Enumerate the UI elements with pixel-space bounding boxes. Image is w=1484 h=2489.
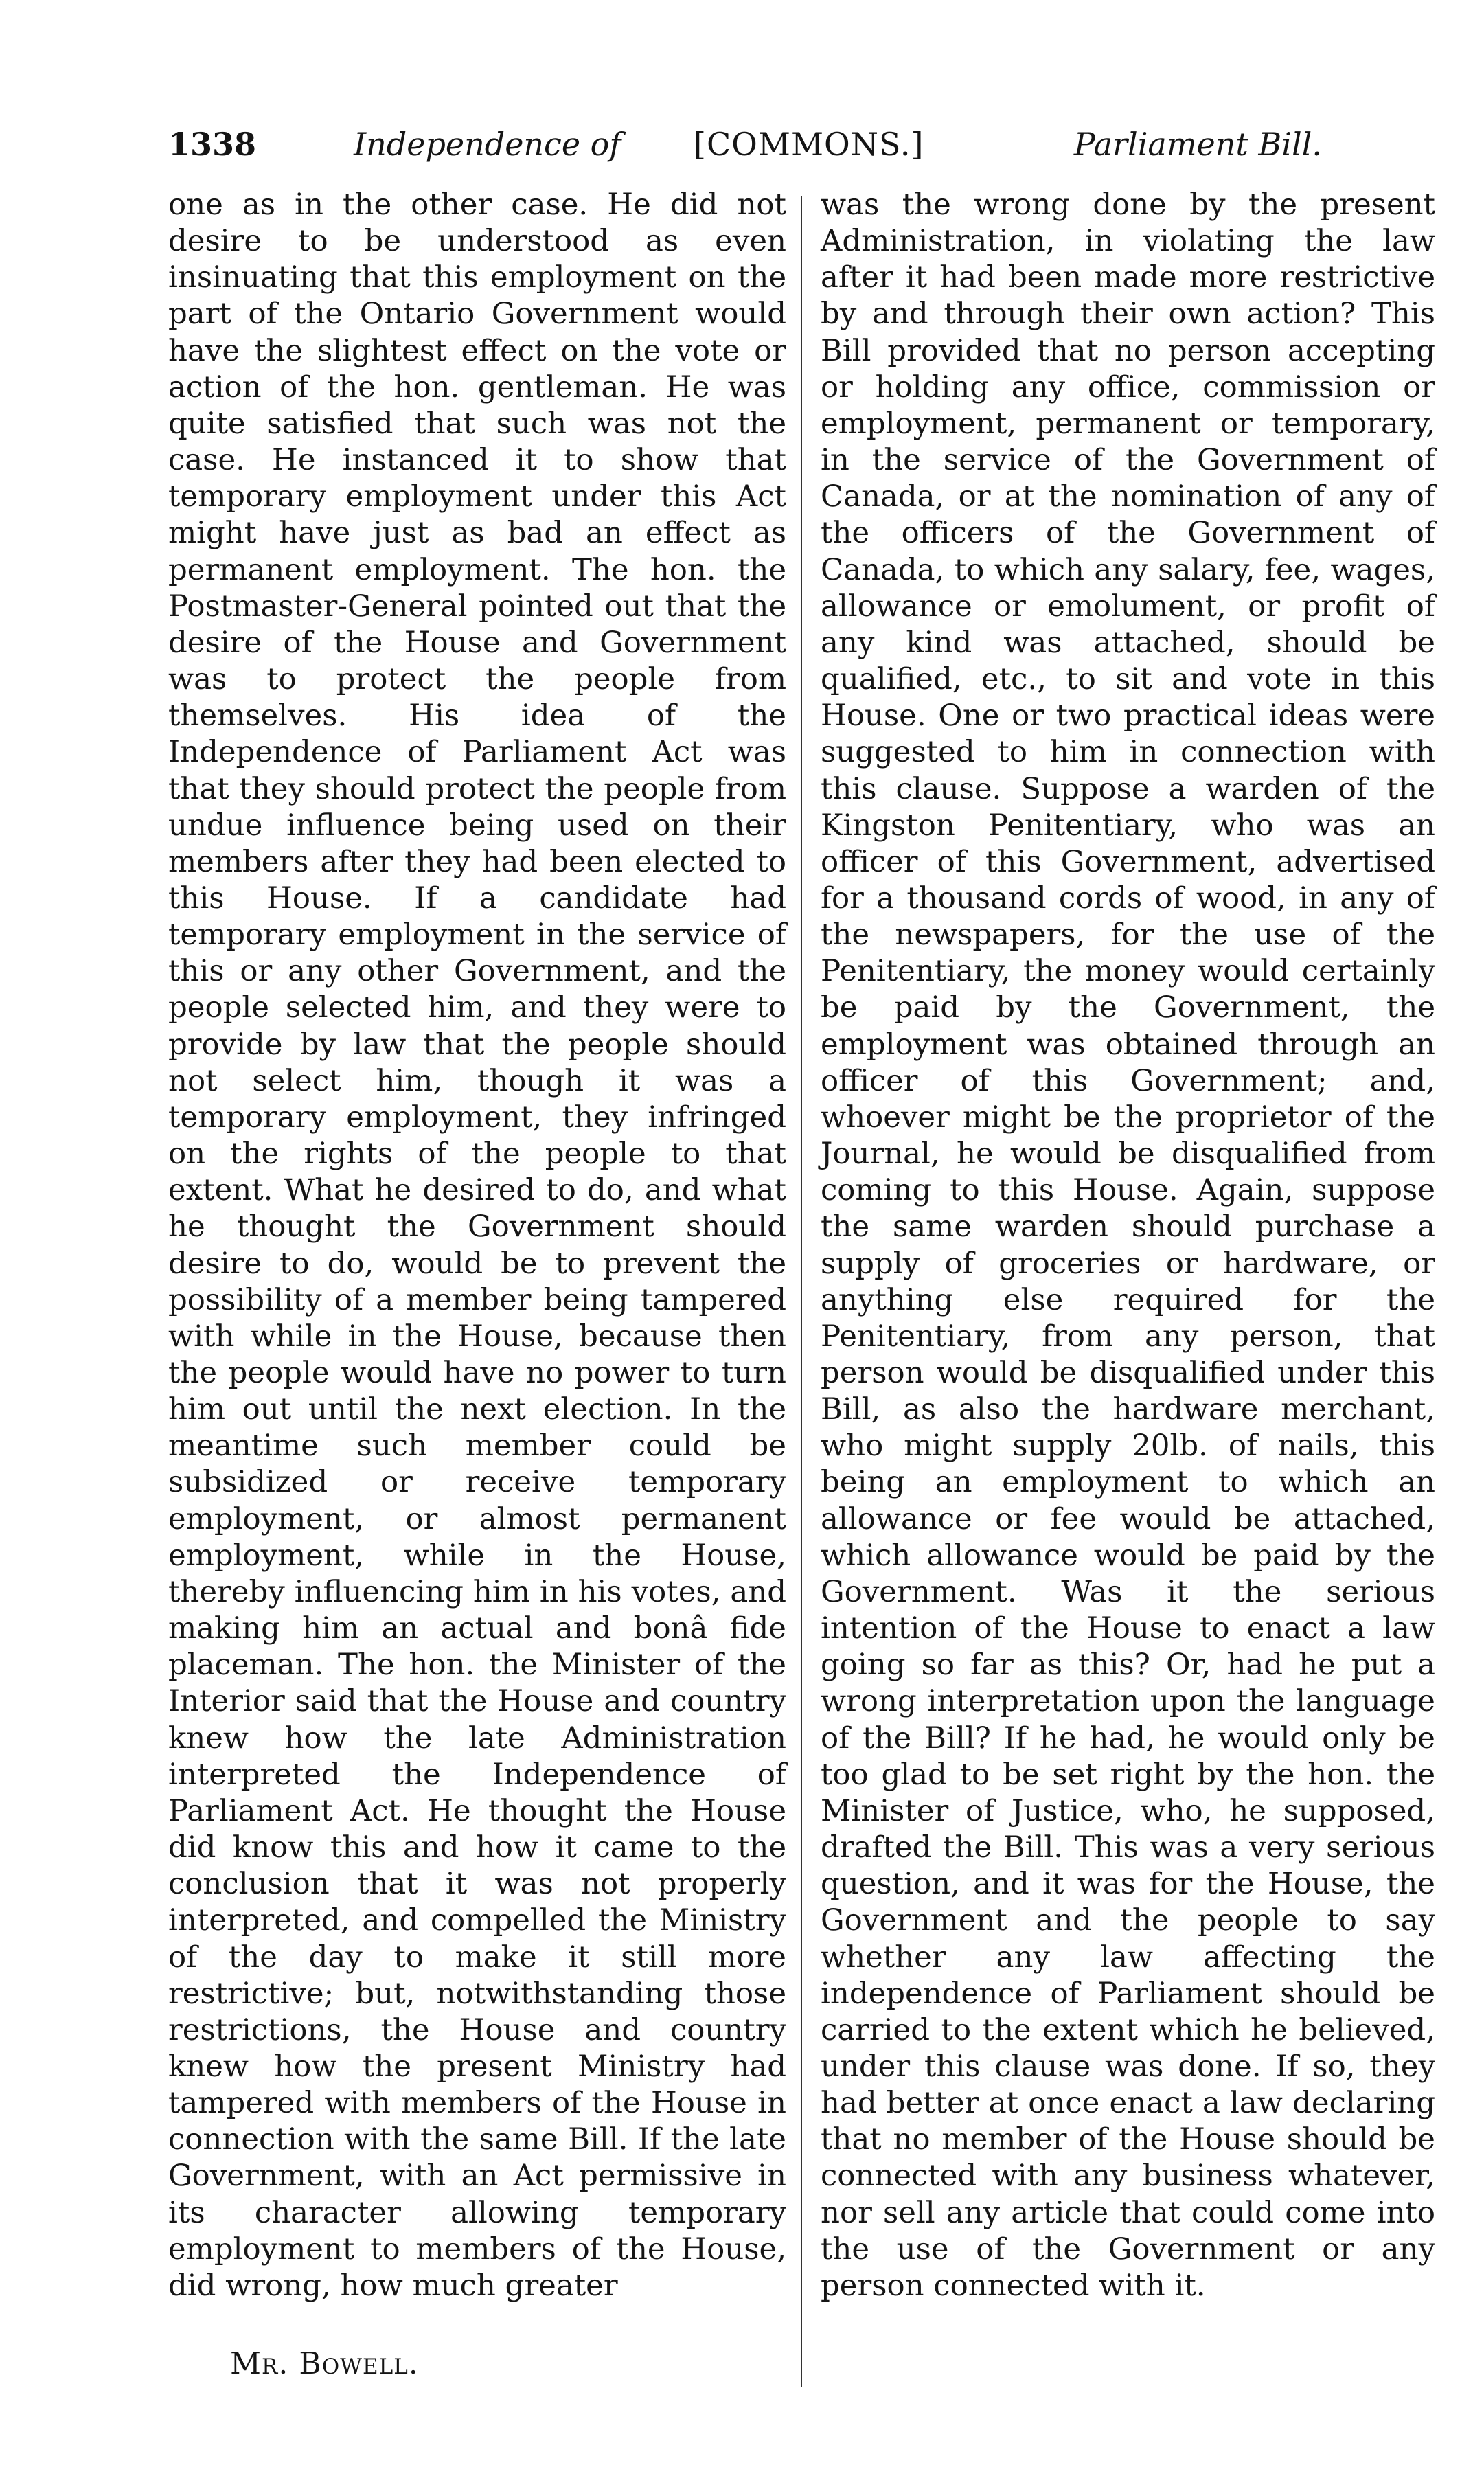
page-number: 1338 <box>168 126 257 163</box>
column-divider <box>801 196 802 2387</box>
right-column-text: was the wrong done by the present Administration, in violating the law after it had been made more restrictive by and through their own action? This Bill provided that no person accepting or holding any office, commission or employment, permanent or temporary, in the service of the Government of Canada, or at the nomination of any of the officers of the Government of Canada, to which any salary, fee, wages, allowance or emolument, or profit of any kind was attached, should be qualified, etc., to sit and vote in this House. One or two practical ideas were suggested to him in connection with this clause. Suppose a warden of the Kingston Penitentiary, who was an officer of this Government, advertised for a thousand cords of wood, in any of the newspapers, for the use of the Penitentiary, the money would certainly be paid by the Government, the employment was obtained through an officer of this Government; and, whoever might be the proprietor of the Journal, he would be disqualified from coming to this House. Again, suppose the same warden should purchase a supply of groceries or hardware, or anything else required for the Penitentiary, from any person, that person would be disqualified under this Bill, as also the hardware merchant, who might supply 20lb. of nails, this being an employment to which an allowance or fee would be attached, which allowance would be paid by the Government. Was it the serious intention of the House to enact a law going so far as this? Or, had he put a wrong interpretation upon the language of the Bill? If he had, he would only be too glad to be set right by the hon. the Minister of Justice, who, he supposed, drafted the Bill. This was a very serious question, and it was for the House, the Government and the people to say whether any law affecting the independence of Parliament should be carried to the extent which he believed, under this clause was done. If so, they had better at once enact a law declaring that no member of the House should be connected with any business whatever, nor sell any article that could come into the use of the Government or any person connected with it. <box>821 187 1435 2303</box>
header-left-title: Independence of <box>354 126 621 163</box>
left-column-text: one as in the other case. He did not desire to be understood as even insinuating that this employment on the part of the Ontario Government would have the slightest effect on the vote or action of the hon. gentleman. He was quite satisfied that such was not the case. He instanced it to show that temporary employment under this Act might have just as bad an effect as permanent employment. The hon. the Postmaster-General pointed out that the desire of the House and Government was to protect the people from themselves. His idea of the Independence of Parliament Act was that they should protect the people from undue influence being used on their members after they had been elected to this House. If a candidate had temporary employment in the service of this or any other Government, and the people selected him, and they were to provide by law that the people should not select him, though it was a temporary employment, they infringed on the rights of the people to that extent. What he desired to do, and what he thought the Government should desire to do, would be to prevent the possibility of a member being tampered with while in the House, because then the people would have no power to turn him out until the next election. In the meantime such member could be subsidized or receive temporary employment, or almost permanent employment, while in the House, thereby influencing him in his votes, and making him an actual and bonâ fide placeman. The hon. the Minister of the Interior said that the House and country knew how the late Administration interpreted the Independence of Parliament Act. He thought the House did know this and how it came to the conclusion that it was not properly interpreted, and compelled the Ministry of the day to make it still more restrictive; but, notwithstanding those restrictions, the House and country knew how the present Ministry had tampered with members of the House in connection with the same Bill. If the late Government, with an Act permissive in its character allowing temporary employment to members of the House, did wrong, how much greater <box>168 187 786 2303</box>
header-right-title: Parliament Bill. <box>1073 126 1322 163</box>
speaker-name: Mr. Bowell. <box>230 2346 419 2381</box>
right-column <box>821 187 1435 2304</box>
page-header <box>168 117 1322 172</box>
header-center-title: [COMMONS.] <box>694 126 924 163</box>
left-column <box>168 187 786 2304</box>
